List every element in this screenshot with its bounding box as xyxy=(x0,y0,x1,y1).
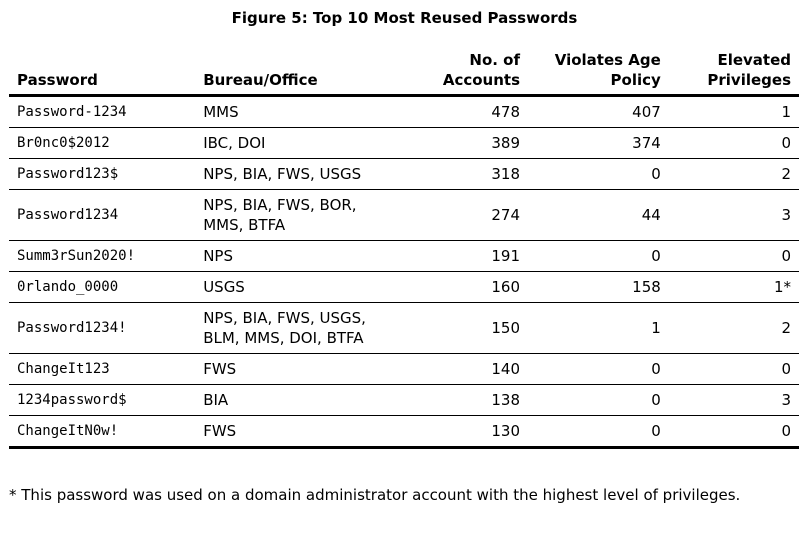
figure-title: Figure 5: Top 10 Most Reused Passwords xyxy=(231,9,578,27)
table-row xyxy=(9,128,799,159)
header-elevated-line2: Privileges xyxy=(707,71,791,89)
violates-age-cell: 158 xyxy=(528,272,669,303)
table-row xyxy=(9,190,799,241)
password-cell: Password123$ xyxy=(9,159,195,190)
violates-age-cell: 0 xyxy=(528,385,669,416)
bureau-line: FWS xyxy=(203,360,237,378)
bureau-line: IBC, DOI xyxy=(203,134,266,152)
password-cell: Password-1234 xyxy=(9,96,195,128)
violates-age-cell: 1 xyxy=(528,303,669,354)
bureau-cell xyxy=(195,159,409,190)
table-row xyxy=(9,272,799,303)
bureau-line: MMS, BTFA xyxy=(203,216,286,234)
elevated-cell: 0 xyxy=(669,128,799,159)
violates-age-cell: 374 xyxy=(528,128,669,159)
header-bureau: Bureau/Office xyxy=(203,71,318,89)
bureau-cell xyxy=(195,128,409,159)
bureau-cell xyxy=(195,303,409,354)
table-body xyxy=(9,96,799,448)
passwords-table xyxy=(9,46,799,449)
table-row xyxy=(9,416,799,448)
table-row xyxy=(9,159,799,190)
password-cell: Br0nc0$2012 xyxy=(9,128,195,159)
bureau-cell xyxy=(195,385,409,416)
header-password: Password xyxy=(17,71,98,89)
table-header-row xyxy=(9,46,799,96)
table-row xyxy=(9,354,799,385)
table-row xyxy=(9,241,799,272)
bureau-line: FWS xyxy=(203,422,237,440)
footnote: * This password was used on a domain administrator account with the highest level of privileges. xyxy=(9,486,741,504)
header-violates-age xyxy=(528,46,669,96)
accounts-cell: 191 xyxy=(409,241,528,272)
violates-age-cell: 0 xyxy=(528,354,669,385)
bureau-line: NPS, BIA, FWS, BOR, xyxy=(203,196,357,214)
bureau-cell xyxy=(195,241,409,272)
header-accounts xyxy=(409,46,528,96)
table-row xyxy=(9,385,799,416)
table-row xyxy=(9,303,799,354)
accounts-cell: 478 xyxy=(409,96,528,128)
violates-age-cell: 0 xyxy=(528,416,669,448)
accounts-cell: 130 xyxy=(409,416,528,448)
elevated-cell: 0 xyxy=(669,416,799,448)
elevated-cell: 0 xyxy=(669,354,799,385)
elevated-cell: 0 xyxy=(669,241,799,272)
elevated-cell: 2 xyxy=(669,159,799,190)
bureau-cell xyxy=(195,96,409,128)
password-cell: 0rlando_0000 xyxy=(9,272,195,303)
bureau-line: BIA xyxy=(203,391,229,409)
password-cell: Password1234 xyxy=(9,190,195,241)
elevated-cell: 3 xyxy=(669,190,799,241)
bureau-cell xyxy=(195,416,409,448)
bureau-cell xyxy=(195,190,409,241)
password-cell: ChangeIt123 xyxy=(9,354,195,385)
violates-age-cell: 0 xyxy=(528,159,669,190)
header-violates-line1: Violates Age xyxy=(554,51,661,69)
password-cell: ChangeItN0w! xyxy=(9,416,195,448)
header-elevated-line1: Elevated xyxy=(717,51,791,69)
accounts-cell: 140 xyxy=(409,354,528,385)
accounts-cell: 138 xyxy=(409,385,528,416)
password-cell: 1234password$ xyxy=(9,385,195,416)
bureau-line: BLM, MMS, DOI, BTFA xyxy=(203,329,364,347)
accounts-cell: 389 xyxy=(409,128,528,159)
bureau-cell xyxy=(195,272,409,303)
accounts-cell: 160 xyxy=(409,272,528,303)
bureau-cell xyxy=(195,354,409,385)
bureau-line: NPS, BIA, FWS, USGS, xyxy=(203,309,366,327)
bureau-line: MMS xyxy=(203,103,239,121)
password-cell: Password1234! xyxy=(9,303,195,354)
violates-age-cell: 0 xyxy=(528,241,669,272)
accounts-cell: 274 xyxy=(409,190,528,241)
accounts-cell: 318 xyxy=(409,159,528,190)
elevated-cell: 3 xyxy=(669,385,799,416)
bureau-line: NPS, BIA, FWS, USGS xyxy=(203,165,362,183)
header-violates-line2: Policy xyxy=(610,71,661,89)
bureau-line: NPS xyxy=(203,247,233,265)
header-accounts-line1: No. of xyxy=(469,51,521,69)
elevated-cell: 2 xyxy=(669,303,799,354)
elevated-cell: 1 xyxy=(669,96,799,128)
password-cell: Summ3rSun2020! xyxy=(9,241,195,272)
violates-age-cell: 44 xyxy=(528,190,669,241)
header-accounts-line2: Accounts xyxy=(442,71,521,89)
bureau-line: USGS xyxy=(203,278,245,296)
violates-age-cell: 407 xyxy=(528,96,669,128)
table-row xyxy=(9,96,799,128)
elevated-cell: 1* xyxy=(669,272,799,303)
header-elevated xyxy=(669,46,799,96)
accounts-cell: 150 xyxy=(409,303,528,354)
